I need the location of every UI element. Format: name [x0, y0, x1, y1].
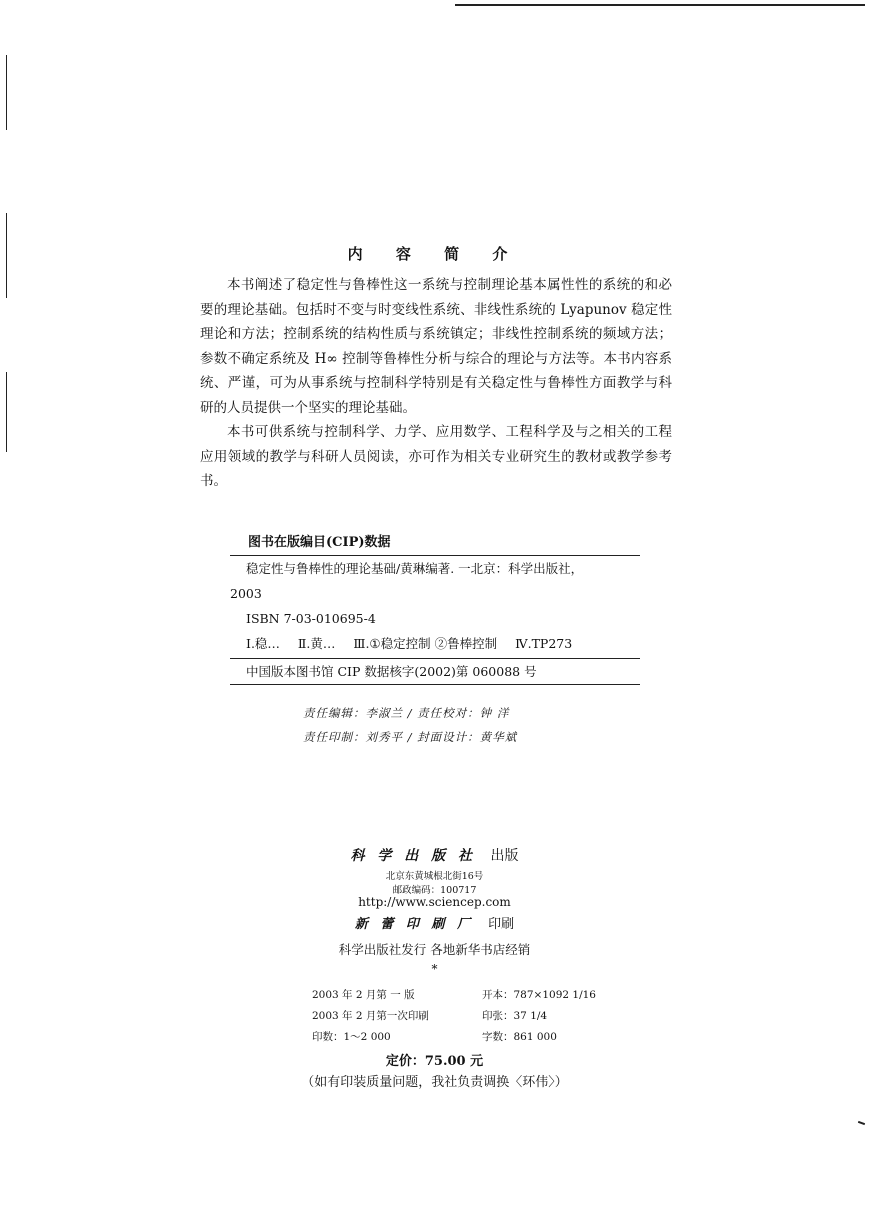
- cip-heading: 图书在版编目(CIP)数据: [248, 535, 391, 550]
- printer-suffix: 印刷: [488, 917, 515, 932]
- cip-class-2: Ⅱ.黄…: [297, 636, 336, 651]
- intro-body: [200, 273, 672, 494]
- publisher-postcode: 邮政编码：100717: [392, 885, 477, 896]
- distribution: 科学出版社发行 各地新华书店经销: [338, 942, 531, 957]
- publisher-name: 科 学 出 版 社: [350, 848, 477, 864]
- publisher-address: 北京东黄城根北街16号: [385, 871, 484, 882]
- print-info-row: 印数：1～2 000 字数：861 000: [312, 1031, 557, 1043]
- publisher-suffix: 出版: [490, 848, 519, 864]
- cip-class-4: Ⅳ.TP273: [515, 636, 573, 651]
- price: 定价：75.00 元: [385, 1054, 484, 1069]
- publisher-line: [0, 845, 869, 865]
- quality-notice: （如有印装质量问题，我社负责调换〈环伟〉）: [301, 1075, 568, 1090]
- cip-isbn: ISBN 7-03-010695-4: [246, 611, 376, 626]
- cip-classification: [230, 631, 640, 656]
- scan-edge-line-1: [6, 55, 7, 130]
- printer-name: 新 蕾 印 刷 厂: [354, 917, 474, 932]
- cip-class-1: Ⅰ.稳…: [246, 636, 280, 651]
- cip-record: 中国版本图书馆 CIP 数据核字(2002)第 060088 号: [230, 658, 640, 684]
- print-info-row: 2003 年 2 月第一次印刷 印张：37 1/4: [312, 1010, 548, 1022]
- scan-edge-line-3: [6, 372, 7, 452]
- credits-editors: 责任编辑：李淑兰 / 责任校对：钟 洋: [303, 706, 510, 720]
- printer-line: [0, 913, 869, 932]
- intro-paragraph-1: 本书阐述了稳定性与鲁棒性这一系统与控制理论基本属性性的系统的和必要的理论基础。包括时不变与时变线性系统、非线性系统的 Lyapunov 稳定性理论和方法；控制系统的结构性质与系统镇定；非线性控制系统的频域方法；参数不确定系统及 H∞ 控制等鲁棒性分析与综合的理论与方法等。本书内容系统、严谨，可为从事系统与控制科学特别是有关稳定性与鲁棒性方面教学与科研的人员提供一个坚实的理论基础。: [200, 277, 672, 416]
- cip-title-line: 稳定性与鲁棒性的理论基础/黄琳编著. 一北京：科学出版社，: [246, 561, 584, 576]
- print-info-table: [312, 985, 596, 1048]
- scan-top-rule: [455, 4, 865, 6]
- cip-year-line: 2003: [230, 586, 262, 601]
- print-info-row: 2003 年 2 月第 一 版 开本：787×1092 1/16: [312, 989, 596, 1001]
- publisher-url: http://www.sciencep.com: [358, 895, 511, 909]
- intro-paragraph-2: 本书可供系统与控制科学、力学、应用数学、工程科学及与之相关的工程应用领域的教学与科研人员阅读，亦可作为相关专业研究生的教材或教学参考书。: [200, 424, 672, 489]
- credits-printing: 责任印制：刘秀平 / 封面设计：黄华斌: [303, 730, 518, 744]
- separator-star: *: [431, 962, 438, 976]
- cip-class-3: Ⅲ.①稳定控制 ②鲁棒控制: [353, 636, 498, 651]
- intro-title: 内 容 简 介: [347, 245, 522, 263]
- cip-block: [230, 555, 640, 685]
- scan-corner-mark: [858, 1121, 865, 1125]
